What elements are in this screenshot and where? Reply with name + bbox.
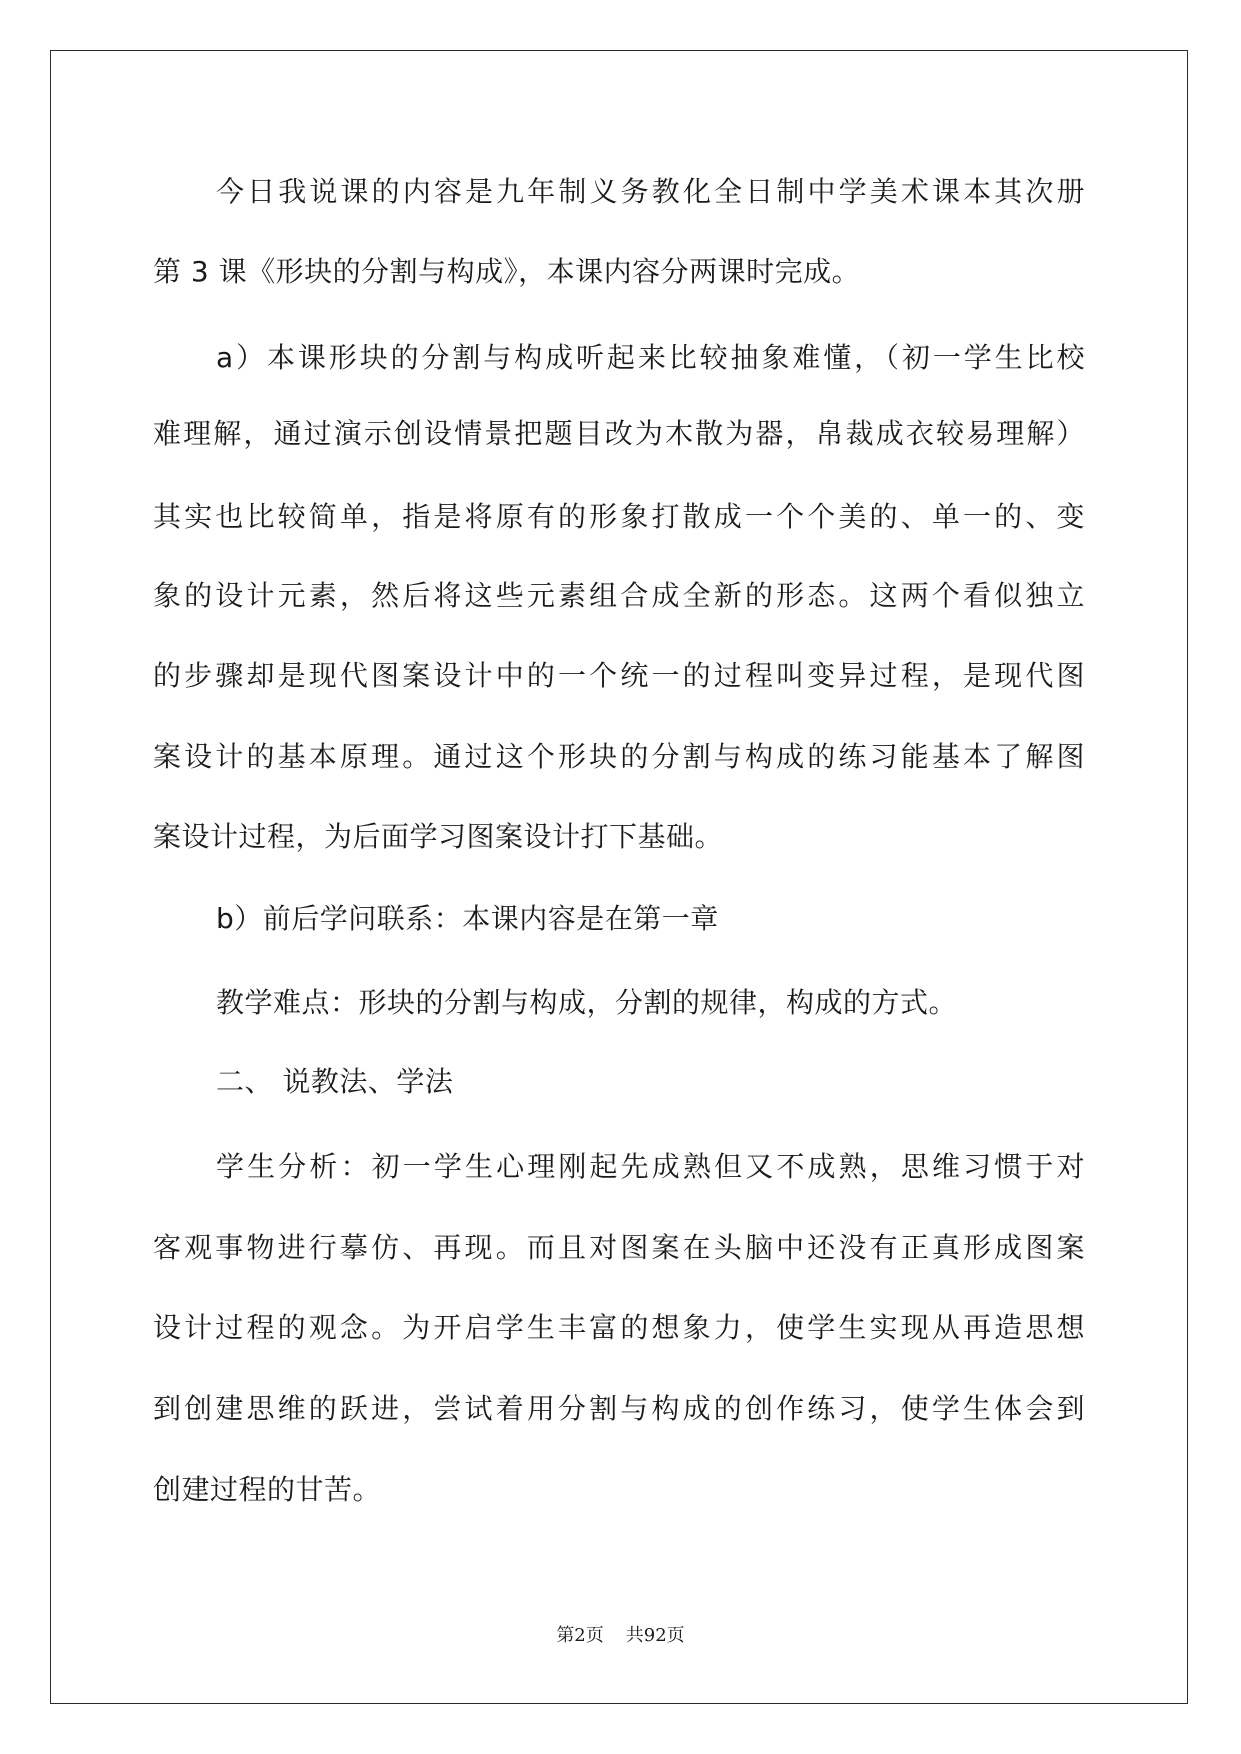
paragraph-line: 到创建思维的跃进，尝试着用分割与构成的创作练习，使学生体会到 — [153, 1392, 1085, 1425]
paragraph-line: 的步骤却是现代图案设计中的一个统一的过程叫变异过程，是现代图 — [153, 659, 1085, 692]
page-footer — [0, 1625, 1241, 1647]
paragraph-line: 其实也比较简单，指是将原有的形象打散成一个个美的、单一的、变 — [153, 500, 1085, 533]
paragraph-line: a）本课形块的分割与构成听起来比较抽象难懂，（初一学生比校 — [216, 341, 1085, 374]
page-number: 第2页 — [556, 1625, 604, 1646]
paragraph-line: 难理解，通过演示创设情景把题目改为木散为器，帛裁成衣较易理解） — [153, 417, 1085, 450]
paragraph-line: 学生分析：初一学生心理刚起先成熟但又不成熟，思维习惯于对 — [216, 1150, 1085, 1183]
paragraph-line: 案设计的基本原理。通过这个形块的分割与构成的练习能基本了解图 — [153, 740, 1085, 773]
page-border — [50, 50, 1188, 1704]
paragraph-line: b）前后学问联系：本课内容是在第一章 — [216, 902, 719, 935]
paragraph-line: 教学难点：形块的分割与构成，分割的规律，构成的方式。 — [216, 986, 958, 1019]
section-heading: 二、 说教法、学法 — [216, 1065, 454, 1098]
paragraph-line: 象的设计元素，然后将这些元素组合成全新的形态。这两个看似独立 — [153, 579, 1085, 612]
paragraph-line: 案设计过程，为后面学习图案设计打下基础。 — [153, 820, 724, 853]
paragraph-line: 今日我说课的内容是九年制义务教化全日制中学美术课本其次册 — [216, 175, 1085, 208]
paragraph-line: 客观事物进行摹仿、再现。而且对图案在头脑中还没有正真形成图案 — [153, 1231, 1085, 1264]
paragraph-line: 设计过程的观念。为开启学生丰富的想象力，使学生实现从再造思想 — [153, 1311, 1085, 1344]
paragraph-line: 创建过程的甘苦。 — [153, 1473, 382, 1506]
page-total: 共92页 — [625, 1625, 685, 1646]
paragraph-line: 第 3 课《形块的分割与构成》，本课内容分两课时完成。 — [153, 255, 861, 288]
